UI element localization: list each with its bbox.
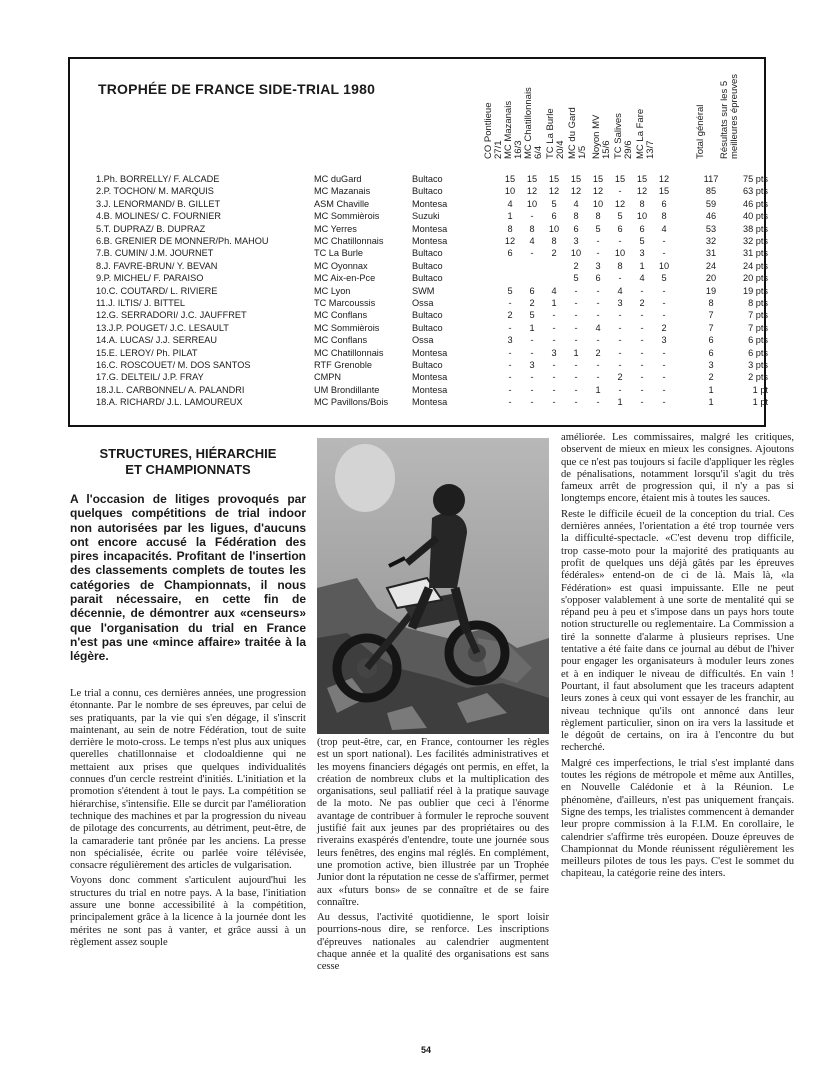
event-score: 1	[529, 322, 535, 333]
best-five-score: 40 pts	[742, 211, 768, 222]
club-name: MC Conflans	[314, 310, 368, 321]
event-score: -	[662, 372, 666, 383]
club-name: MC Aix-en-Pce	[314, 273, 376, 284]
event-score: 6	[661, 198, 667, 209]
event-score: 15	[548, 174, 560, 184]
table-row	[70, 260, 768, 272]
crew-name: 3.J. LENORMAND/ B. GILLET	[96, 198, 221, 209]
event-score: 5	[661, 273, 667, 284]
event-score: 1	[617, 397, 623, 408]
event-score: -	[596, 248, 600, 259]
paragraph: Le trial a connu, ces dernières années, une progression étonnante. Par le nombre de ses épreuves, par celui de ses pratiquants, par la vie qui s'en dégage, il s'inscrit maintenant, au sein de notre Fédération, tout de suite derrière le moto-cross. Le temps n'est plus aux uniques querelles chatillonnaise et clodoaldienne qui ne mettaient aux prises que quelques individualités connues d'un cercle restreint d'initiés. L'initiation et la promotion s'étendent à tout le pays. La compétition se hiérarchise, s'intensifie. Elle se durcit par l'amélioration technique des machines et par la progression du niveau de pilotage des concurrents, au détriment, peut-être, de la camaraderie tant prônée par les anciens. La presse non spécialisée, écrite ou parlée voire télévisée, consacre régulièrement des articles de vulgarisation.	[70, 688, 306, 872]
best-five-score: 2 pts	[748, 372, 768, 383]
table-row	[70, 359, 768, 371]
event-score: 4	[639, 273, 645, 284]
event-score: -	[596, 372, 600, 383]
event-score: 6	[507, 248, 513, 259]
event-score: -	[640, 360, 644, 370]
event-score: 12	[548, 186, 560, 197]
event-score: -	[640, 347, 644, 358]
event-score: -	[508, 384, 512, 395]
event-score: -	[508, 347, 512, 358]
event-score: 10	[570, 248, 582, 259]
motorcycle-brand: Bultaco	[412, 360, 443, 370]
event-score: -	[596, 236, 600, 246]
motorcycle-brand: Ossa	[412, 335, 434, 346]
table-row	[70, 396, 768, 408]
event-score: 2	[661, 322, 667, 333]
event-score: -	[574, 322, 578, 333]
motorcycle-brand: Bultaco	[412, 310, 443, 321]
club-name: MC Chatillonnais	[314, 236, 384, 246]
event-score: 1	[573, 347, 579, 358]
paragraph: Au dessus, l'activité quotidienne, le sport loisir pourrions-nous dire, se renforce. Les inscriptions d'épreuves nationales au calendrier augmentent chaque année et la qualité des organisations est sans cesse	[317, 912, 549, 973]
best-five-score: 75 pts	[742, 174, 768, 184]
event-score: -	[618, 236, 622, 246]
event-score: 4	[573, 198, 579, 209]
article-column-1	[70, 688, 306, 952]
event-score: 10	[526, 198, 538, 209]
event-score: 10	[504, 186, 516, 197]
event-score: 3	[507, 335, 513, 346]
event-score: -	[552, 384, 556, 395]
crew-name: 12.G. SERRADORI/ J.C. JAUFFRET	[96, 310, 247, 321]
event-score: -	[618, 310, 622, 321]
motorcycle-brand: Bultaco	[412, 273, 443, 284]
article-lead: A l'occasion de litiges provoqués par quelques compétitions de trial indoor non autorisées par les ligues, d'aucuns ont encore accusé la Fédération des pires incapacités. Profitant de l'insertion des classements complets de toutes les catégories de Championnats, il nous parait nécessaire, en cette fin de décennie, de démontrer aux «censeurs» que l'organisation du trial en France n'est pas une «mince affaire» traitée à la légère.	[70, 492, 306, 664]
event-score: 4	[595, 322, 601, 333]
crew-name: 18.A. RICHARD/ J.L. LAMOUREUX	[96, 397, 243, 408]
best-five-score: 32 pts	[742, 236, 768, 246]
event-score: 15	[570, 174, 582, 184]
event-score: -	[662, 347, 666, 358]
event-score: -	[530, 347, 534, 358]
column-header-label: MC du Gard 1/5	[567, 107, 588, 159]
motorcycle-brand: Montesa	[412, 347, 448, 358]
event-score: 15	[592, 174, 604, 184]
total-score: 6	[708, 335, 714, 346]
event-score: 1	[595, 384, 601, 395]
event-score: -	[640, 397, 644, 408]
total-score: 59	[705, 198, 717, 209]
event-score: -	[662, 310, 666, 321]
event-score: 8	[507, 223, 513, 234]
event-score: -	[552, 372, 556, 383]
crew-name: 2.P. TOCHON/ M. MARQUIS	[96, 186, 214, 197]
best-five-score: 7 pts	[748, 310, 768, 321]
article-title-line: STRUCTURES, HIÉRARCHIE	[99, 446, 277, 461]
motorcycle-brand: Ossa	[412, 298, 434, 308]
motorcycle-brand: Bultaco	[412, 322, 443, 333]
motorcycle-brand: Montesa	[412, 236, 448, 246]
event-score: 4	[529, 236, 535, 246]
total-score: 53	[705, 223, 717, 234]
event-score: 6	[595, 273, 601, 284]
event-score: -	[662, 360, 666, 370]
crew-name: 8.J. FAVRE-BRUN/ Y. BEVAN	[96, 260, 218, 271]
club-name: MC Chatillonnais	[314, 347, 384, 358]
total-score: 19	[705, 285, 717, 296]
motorcycle-brand: SWM	[412, 285, 435, 296]
event-score: 6	[529, 285, 535, 296]
table-row	[70, 272, 768, 284]
club-name: TC Marcoussis	[314, 298, 376, 308]
article-title	[70, 446, 306, 478]
event-score: -	[574, 372, 578, 383]
table-title: TROPHÉE DE FRANCE SIDE-TRIAL 1980	[98, 81, 376, 97]
event-score: 3	[617, 298, 623, 308]
event-score: -	[596, 397, 600, 408]
event-score: 10	[548, 223, 560, 234]
motorcycle-brand: Bultaco	[412, 174, 443, 184]
total-score: 20	[705, 273, 717, 284]
crew-name: 15.E. LEROY/ Ph. PILAT	[96, 347, 198, 358]
event-score: -	[618, 360, 622, 370]
event-score: -	[508, 298, 512, 308]
table-row	[70, 185, 768, 197]
best-five-score: 1 pt	[752, 397, 768, 408]
motorcycle-brand: Bultaco	[412, 260, 443, 271]
column-header-label: MC Chatillonnais 6/4	[523, 87, 544, 159]
event-score: -	[596, 285, 600, 296]
club-name: ASM Chaville	[314, 198, 370, 209]
total-score: 46	[705, 211, 717, 222]
event-score: 6	[551, 211, 557, 222]
crew-name: 16.C. ROSCOUET/ M. DOS SANTOS	[96, 360, 251, 370]
event-score: 12	[636, 186, 648, 197]
table-row	[70, 223, 768, 235]
event-score: -	[662, 285, 666, 296]
best-five-score: 8 pts	[748, 298, 768, 308]
event-score: -	[640, 310, 644, 321]
table-row	[70, 384, 768, 396]
crew-name: 18.J.L. CARBONNEL/ A. PALANDRI	[96, 384, 245, 395]
event-score: -	[530, 248, 534, 259]
column-header-label: CO Pontlieue 27/1	[483, 102, 504, 159]
event-score: -	[596, 310, 600, 321]
event-score: 3	[529, 360, 535, 370]
table-row	[70, 309, 768, 321]
event-score: -	[618, 384, 622, 395]
crew-name: 11.J. ILTIS/ J. BITTEL	[96, 298, 186, 308]
column-header-label: TC Salives 29/6	[613, 113, 634, 159]
event-score: 2	[639, 298, 645, 308]
event-score: 5	[551, 198, 557, 209]
club-name: MC Conflans	[314, 335, 368, 346]
crew-name: 1.Ph. BORRELLY/ F. ALCADE	[96, 174, 220, 184]
event-score: 5	[617, 211, 623, 222]
club-name: MC Oyonnax	[314, 260, 368, 271]
event-score: -	[640, 335, 644, 346]
event-score: 2	[507, 310, 513, 321]
event-score: 2	[529, 298, 535, 308]
event-score: 5	[529, 310, 535, 321]
event-score: 3	[661, 335, 667, 346]
event-score: 1	[639, 260, 645, 271]
best-five-score: 46 pts	[742, 198, 768, 209]
event-score: -	[640, 384, 644, 395]
table-row	[70, 210, 768, 222]
event-score: 10	[658, 260, 670, 271]
event-score: -	[618, 347, 622, 358]
motorcycle-brand: Bultaco	[412, 248, 443, 259]
event-score: 1	[507, 211, 513, 222]
total-score: 2	[708, 372, 714, 383]
club-name: RTF Grenoble	[314, 360, 373, 370]
event-score: -	[530, 384, 534, 395]
column-header-label: TC La Burle 20/4	[545, 108, 566, 159]
event-score: -	[552, 335, 556, 346]
crew-name: 6.B. GRENIER DE MONNER/Ph. MAHOU	[96, 236, 269, 246]
event-score: -	[574, 298, 578, 308]
table-row	[70, 247, 768, 259]
event-score: 10	[636, 211, 648, 222]
paragraph: Malgré ces imperfections, le trial s'est implanté dans toutes les régions de métropole et même aux Antilles, en Nouvelle Calédonie et à la Réunion. Le phénomène, d'ailleurs, n'est pas uniquement français. Signe des temps, les trialistes commencent à demander leur propre commission à la F.I.M. En corollaire, le calendrier s'affirme très européen. Douze épreuves de Championnat du Monde réunissent régulièrement les meilleurs pilotes de tous les pays. C'est le sommet du chapiteau, la catégorie reine des inters.	[561, 757, 794, 880]
event-score: -	[662, 397, 666, 408]
event-score: 4	[617, 285, 623, 296]
event-score: -	[662, 384, 666, 395]
event-score: -	[640, 322, 644, 333]
best-five-score: 20 pts	[742, 273, 768, 284]
event-score: 12	[504, 236, 516, 246]
table-row	[70, 322, 768, 334]
event-score: -	[574, 285, 578, 296]
crew-name: 17.G. DELTEIL/ J.P. FRAY	[96, 372, 204, 383]
table-row	[70, 198, 768, 210]
event-score: -	[618, 273, 622, 284]
club-name: CMPN	[314, 372, 342, 383]
event-score: 4	[661, 223, 667, 234]
motorcycle-brand: Montesa	[412, 372, 448, 383]
event-score: 5	[639, 236, 645, 246]
table-row	[70, 347, 768, 359]
event-score: 3	[595, 260, 601, 271]
best-five-score: 19 pts	[742, 285, 768, 296]
event-score: 5	[595, 223, 601, 234]
event-score: -	[618, 322, 622, 333]
event-score: 4	[507, 198, 513, 209]
event-score: -	[596, 298, 600, 308]
club-name: TC La Burle	[314, 248, 364, 259]
total-score: 7	[708, 322, 714, 333]
event-score: 8	[573, 211, 579, 222]
event-score: 2	[551, 248, 557, 259]
crew-name: 4.B. MOLINES/ C. FOURNIER	[96, 211, 222, 222]
total-score: 24	[705, 260, 717, 271]
total-score: 32	[705, 236, 717, 246]
event-score: 3	[573, 236, 579, 246]
event-score: 10	[592, 198, 604, 209]
crew-name: 5.T. DUPRAZ/ B. DUPRAZ	[96, 223, 206, 234]
column-header-label: MC Mazanais 16/3	[503, 100, 524, 159]
article-column-3	[561, 432, 794, 884]
club-name: MC Mazanais	[314, 186, 371, 197]
motorcycle-brand: Suzuki	[412, 211, 440, 222]
event-score: 8	[595, 211, 601, 222]
event-score: 12	[614, 198, 626, 209]
event-score: 15	[636, 174, 648, 184]
motorcycle-brand: Montesa	[412, 384, 448, 395]
event-score: -	[640, 285, 644, 296]
event-score: -	[552, 360, 556, 370]
best-five-score: 24 pts	[742, 260, 768, 271]
event-score: 2	[573, 260, 579, 271]
event-score: -	[530, 397, 534, 408]
event-score: -	[596, 335, 600, 346]
paragraph: Voyons donc comment s'articulent aujourd'hui les structures du trial en notre pays. A la base, l'initiation assure une bonne accessibilité à la compétition, principalement grâce à la licence à la journée dont les mérites ne sont pas à vanter, et grâce aussi à un règlement assez souple	[70, 875, 306, 948]
crew-name: 13.J.P. POUGET/ J.C. LESAULT	[96, 322, 229, 333]
club-name: MC Yerres	[314, 223, 357, 234]
column-header-label: MC La Fare 13/7	[635, 108, 656, 159]
best-five-score: 6 pts	[748, 335, 768, 346]
event-score: -	[596, 360, 600, 370]
motorcycle-brand: Montesa	[412, 198, 448, 209]
event-score: -	[574, 310, 578, 321]
total-score: 31	[705, 248, 717, 259]
paragraph: améliorée. Les commissaires, malgré les critiques, observent de mieux en mieux les consignes. Ajoutons que ce n'est pas toujours si facile d'appliquer les règles de pénalisations, notamment lorsqu'il s'agit du très fameux arrêt de progression qui, il n'y a pas si longtemps encore, étaient mis à toutes les sauces.	[561, 432, 794, 505]
event-score: 10	[614, 248, 626, 259]
total-score: 7	[708, 310, 714, 321]
event-score: -	[640, 372, 644, 383]
event-score: 12	[592, 186, 604, 197]
club-name: MC duGard	[314, 174, 362, 184]
event-score: -	[662, 248, 666, 259]
club-name: MC Lyon	[314, 285, 351, 296]
event-score: -	[508, 372, 512, 383]
event-score: 5	[573, 273, 579, 284]
event-score: 1	[551, 298, 557, 308]
event-score: 15	[658, 186, 670, 197]
event-score: -	[530, 372, 534, 383]
best-five-score: 1 pt	[752, 384, 768, 395]
table-row	[70, 285, 768, 297]
total-score: 8	[708, 298, 714, 308]
event-score: 3	[639, 248, 645, 259]
event-score: -	[552, 397, 556, 408]
event-score: 8	[661, 211, 667, 222]
event-score: 6	[639, 223, 645, 234]
trial-motorcycle-photo	[317, 438, 549, 734]
total-score: 1	[708, 397, 714, 408]
event-score: -	[574, 384, 578, 395]
event-score: -	[552, 322, 556, 333]
crew-name: 14.A. LUCAS/ J.J. SERREAU	[96, 335, 218, 346]
crew-name: 10.C. COUTARD/ L. RIVIERE	[96, 285, 218, 296]
event-score: 2	[595, 347, 601, 358]
best-five-score: 6 pts	[748, 347, 768, 358]
total-score: 117	[703, 174, 719, 184]
event-score: 8	[551, 236, 557, 246]
event-score: -	[618, 186, 622, 197]
event-score: -	[508, 360, 512, 370]
column-header-label: Total général	[695, 104, 706, 159]
table-row	[70, 235, 768, 247]
event-score: -	[618, 335, 622, 346]
event-score: 6	[617, 223, 623, 234]
event-score: -	[662, 236, 666, 246]
club-name: MC Pavillons/Bois	[314, 397, 389, 408]
total-score: 85	[705, 186, 717, 197]
event-score: 8	[529, 223, 535, 234]
total-score: 1	[708, 384, 714, 395]
article-column-2	[317, 737, 549, 977]
event-score: 2	[617, 372, 623, 383]
results-table	[68, 57, 766, 427]
best-five-score: 38 pts	[742, 223, 768, 234]
motorcycle-brand: Bultaco	[412, 186, 443, 197]
club-name: MC Sommièrois	[314, 322, 380, 333]
event-score: 8	[617, 260, 623, 271]
best-five-score: 63 pts	[742, 186, 768, 197]
event-score: -	[508, 397, 512, 408]
crew-name: 9.P. MICHEL/ F. PARAISO	[96, 273, 204, 284]
event-score: -	[662, 298, 666, 308]
table-row	[70, 371, 768, 383]
motorcycle-brand: Montesa	[412, 223, 448, 234]
event-score: 3	[551, 347, 557, 358]
article-title-line: ET CHAMPIONNATS	[125, 462, 251, 477]
event-score: 5	[507, 285, 513, 296]
event-score: 12	[658, 174, 670, 184]
table-row	[70, 173, 768, 185]
event-score: 12	[570, 186, 582, 197]
paragraph: Reste le difficile écueil de la conception du trial. Ces dernières années, l'orientation a été trop tournée vers la difficulté-spectacle. «C'est devenu trop difficile, trop casse-moto pour la majorité des pratiquants au profit de quelques uns déjà gâtés par les épreuves fédérales» entend-on de ci de là. Mais là, «la Fédération» est quasi impuissante. Elle ne peut s'opposer valablement à une sorte de mentalité qui se répand peu à peu et s'impose dans un pays hors toute notion structurelle ou reglementaire. La Commission a tiré la sonnette d'alarme à plusieurs reprises. Une tentative a été faite dans ce journal au début de l'hiver pour engager les organisateurs à moduler leurs zones et à en indiquer le niveau de difficultés. En vain ! Pourtant, il faut absolument que les traceurs adaptent leurs zones à ceux qui vont essayer de les franchir, au niveau technique qu'ils ont annoncé dans leur règlement particulier, sinon on ira vers la lassitude et le dégoût de certains, on ira à l'encontre du but recherché.	[561, 508, 794, 754]
event-score: -	[574, 360, 578, 370]
best-five-score: 31 pts	[742, 248, 768, 259]
total-score: 6	[708, 347, 714, 358]
table-row	[70, 297, 768, 309]
event-score: 15	[504, 174, 516, 184]
event-score: 8	[639, 198, 645, 209]
motorcycle-brand: Montesa	[412, 397, 448, 408]
event-score: -	[530, 335, 534, 346]
column-header-label: Noyon MV 15/6	[591, 114, 612, 159]
event-score: 12	[526, 186, 538, 197]
event-score: 15	[526, 174, 538, 184]
best-five-score: 3 pts	[748, 360, 768, 370]
club-name: MC Sommièrois	[314, 211, 380, 222]
event-score: -	[574, 335, 578, 346]
paragraph: (trop peut-être, car, en France, contourner les règles est un sport national). Les facilités administratives et les moyens financiers dégagés ont permis, en effet, la création de nombreux clubs et la multiplication des organisations, seul palliatif réel à la pratique sauvage de la moto. Ne pas oublier que ceci à l'énorme avantage de contribuer à formuler le reproche souvent justifié fait aux jeunes par des propriétaires ou des riverains exaspérés d'entendre, toute une journée sous leurs fenêtres, des engins mal réglés. En complément, une promotion active, bien illustrée par un Trophée Junior dont la réputation ne cesse de s'affirmer, permet aux «futurs bons» de se connaître et de se faire connaître.	[317, 737, 549, 908]
total-score: 3	[708, 360, 714, 370]
best-five-score: 7 pts	[748, 322, 768, 333]
table-row	[70, 334, 768, 346]
event-score: 4	[551, 285, 557, 296]
event-score: -	[574, 397, 578, 408]
club-name: UM Brondillante	[314, 384, 380, 395]
column-header-label: Résultats sur les 5 meilleures épreuves	[719, 73, 740, 159]
page-number: 54	[421, 1045, 432, 1055]
crew-name: 7.B. CUMIN/ J.M. JOURNET	[96, 248, 214, 259]
event-score: 15	[614, 174, 626, 184]
event-score: 6	[573, 223, 579, 234]
event-score: -	[508, 322, 512, 333]
event-score: -	[552, 310, 556, 321]
event-score: -	[530, 211, 534, 222]
